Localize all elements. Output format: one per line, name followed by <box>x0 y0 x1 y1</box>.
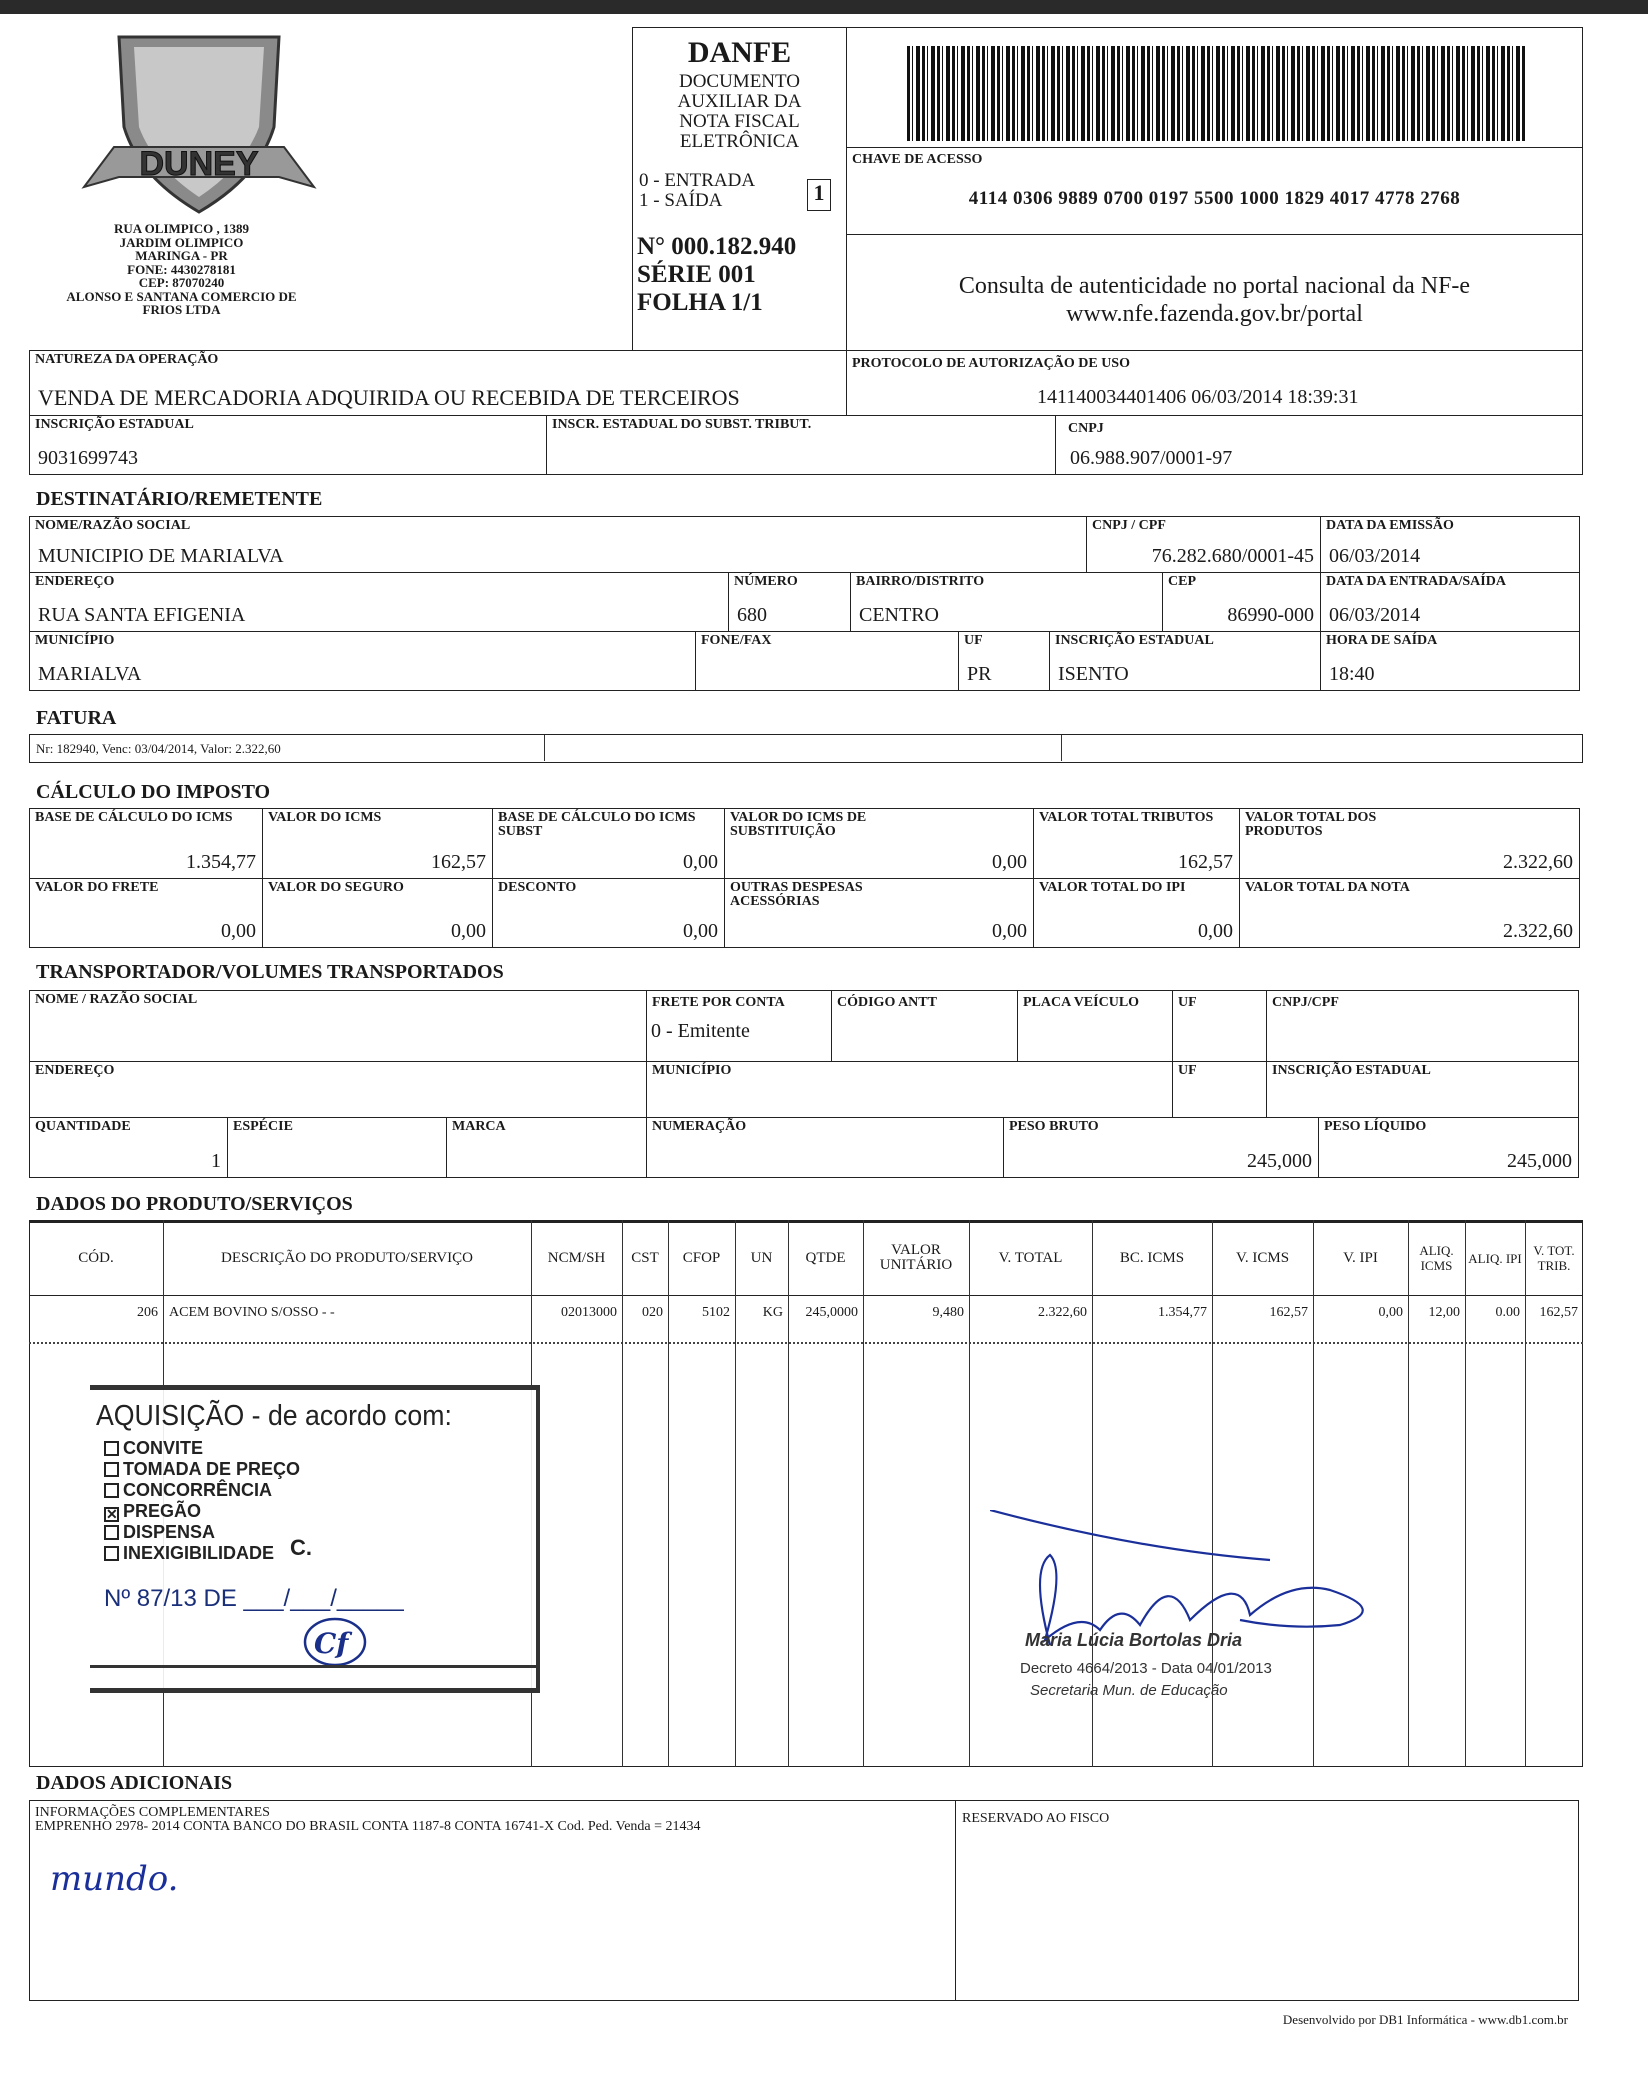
option-label: INEXIGIBILIDADE <box>123 1543 275 1563</box>
column-header: V. IPI <box>1343 1249 1378 1266</box>
transporte-title: TRANSPORTADOR/VOLUMES TRANSPORTADOS <box>36 961 504 983</box>
imposto-cell <box>262 878 493 948</box>
divider <box>544 735 545 761</box>
stamp-options <box>104 1438 300 1564</box>
label: UF <box>964 633 983 648</box>
subtitle-line: AUXILIAR DA <box>677 91 802 112</box>
label: PLACA VEÍCULO <box>1023 995 1140 1010</box>
column-header: QTDE <box>805 1249 846 1266</box>
value: RUA SANTA EFIGENIA <box>38 604 246 626</box>
label: DATA DA EMISSÃO <box>1326 518 1454 533</box>
column-divider <box>1525 1220 1526 1767</box>
svg-text:Cf: Cf <box>314 1627 349 1660</box>
table-cell: 5102 <box>702 1305 730 1320</box>
address-line: ALONSO E SANTANA COMERCIO DE <box>66 288 297 304</box>
label: NÚMERO <box>734 574 798 589</box>
ie-st-box <box>546 415 1056 475</box>
signature-scribble <box>990 1510 1410 1650</box>
column-divider <box>863 1220 864 1767</box>
imposto-cell <box>492 878 725 948</box>
transp-marca <box>446 1117 647 1178</box>
dest-uf <box>958 631 1050 691</box>
stamp-option <box>104 1459 300 1480</box>
dest-cep <box>1162 572 1321 632</box>
label: OUTRAS DESPESAS ACESSÓRIAS <box>730 880 863 909</box>
fatura-title: FATURA <box>36 707 117 729</box>
option-label: CONVITE <box>123 1438 204 1458</box>
signer-name: Maria Lúcia Bortolas Dria <box>1025 1630 1243 1650</box>
column-header: CÓD. <box>78 1249 114 1266</box>
dest-nome <box>29 516 1087 573</box>
label: ENDEREÇO <box>35 574 115 589</box>
label: VALOR DO ICMS <box>268 810 382 825</box>
info-value: EMPRENHO 2978- 2014 CONTA BANCO DO BRASIL CONTA 1187-8 CONTA 16741-X Cod. Ped. Venda = 21434 <box>35 1819 701 1834</box>
stamp-initials <box>300 1615 370 1670</box>
produtos-header-line <box>29 1295 1583 1296</box>
fisco-label: RESERVADO AO FISCO <box>962 1811 1110 1826</box>
dest-bairro <box>850 572 1163 632</box>
stamp-option <box>104 1438 300 1459</box>
address-line: RUA OLIMPICO , 1389 <box>113 221 250 236</box>
value: 06/03/2014 <box>1329 604 1421 626</box>
label: UF <box>1178 995 1197 1010</box>
emitente-address <box>29 222 334 317</box>
fatura-value: Nr: 182940, Venc: 03/04/2014, Valor: 2.322,60 <box>36 741 281 756</box>
column-header: V. TOT. TRIB. <box>1533 1243 1575 1273</box>
footer-credit: Desenvolvido por DB1 Informática - www.db1.com.br <box>1282 2012 1568 2027</box>
table-cell: 020 <box>642 1305 663 1320</box>
tipo-labels <box>639 171 755 211</box>
protocolo-box <box>846 350 1583 416</box>
stamp-title: AQUISIÇÃO - de acordo com: <box>96 1400 452 1432</box>
value: 162,57 <box>1178 851 1233 873</box>
value: 245,000 <box>1247 1150 1312 1172</box>
stamp-option <box>104 1501 300 1522</box>
label: MUNICÍPIO <box>35 633 115 648</box>
stamp-numero: Nº 87/13 DE ___/___/_____ <box>104 1585 404 1612</box>
option-label: CONCORRÊNCIA <box>123 1480 273 1500</box>
value: 0,00 <box>683 851 718 873</box>
value: 0,00 <box>683 920 718 942</box>
imposto-cell <box>724 808 1034 879</box>
ie-label: INSCRIÇÃO ESTADUAL <box>35 417 194 432</box>
subtitle-line: DOCUMENTO <box>678 71 801 92</box>
table-cell: KG <box>762 1305 783 1320</box>
label: NOME/RAZÃO SOCIAL <box>35 518 191 533</box>
chave-label-row <box>847 147 1582 173</box>
address-line: MARINGA - PR <box>135 248 228 263</box>
column-header: ALIQ. ICMS <box>1419 1243 1454 1273</box>
table-cell: ACEM BOVINO S/OSSO - - <box>169 1305 335 1320</box>
label: BASE DE CÁLCULO DO ICMS <box>35 810 233 825</box>
option-label: TOMADA DE PREÇO <box>123 1459 301 1479</box>
table-cell: 162,57 <box>1539 1305 1578 1320</box>
value: MUNICIPIO DE MARIALVA <box>38 545 284 567</box>
handwritten-note: mundo. <box>50 1859 179 1899</box>
transp-nome <box>29 990 647 1062</box>
value: 0,00 <box>1198 920 1233 942</box>
cnpj-box <box>1055 415 1583 475</box>
imposto-cell <box>492 808 725 879</box>
subtitle-line: ELETRÔNICA <box>679 131 800 152</box>
value: PR <box>967 663 992 685</box>
column-header: DESCRIÇÃO DO PRODUTO/SERVIÇO <box>221 1249 473 1266</box>
table-cell: 0.00 <box>1495 1305 1520 1320</box>
label: CEP <box>1168 574 1196 589</box>
stamp-option <box>104 1522 300 1543</box>
label: VALOR DO ICMS DE SUBSTITUIÇÃO <box>730 810 867 839</box>
dest-endereco <box>29 572 729 632</box>
dest-ie <box>1049 631 1321 691</box>
imposto-cell <box>1033 878 1240 948</box>
nota-numero: N° 000.182.940 <box>637 233 797 260</box>
label: PESO LÍQUIDO <box>1324 1119 1427 1134</box>
label: VALOR TOTAL DO IPI <box>1039 880 1186 895</box>
value: 76.282.680/0001-45 <box>1151 545 1314 567</box>
value: 0,00 <box>992 920 1027 942</box>
entrada-label: 0 - ENTRADA <box>639 170 756 191</box>
transp-frete <box>646 990 832 1062</box>
info-complementares <box>29 1800 956 2001</box>
checkbox-icon <box>104 1525 119 1540</box>
info-label: INFORMAÇÕES COMPLEMENTARES <box>35 1805 270 1820</box>
checkbox-icon <box>104 1546 119 1561</box>
chave-label: CHAVE DE ACESSO <box>852 152 983 167</box>
transp-peso-bruto <box>1003 1117 1319 1178</box>
label: VALOR DO SEGURO <box>268 880 404 895</box>
nota-folha: FOLHA 1/1 <box>637 289 763 316</box>
portal-link[interactable]: www.nfe.fazenda.gov.br/portal <box>1066 301 1363 327</box>
transp-ie <box>1266 1061 1579 1118</box>
column-header: V. TOTAL <box>998 1249 1063 1266</box>
transp-especie <box>227 1117 447 1178</box>
dest-entrada <box>1320 572 1580 632</box>
signer-decree: Decreto 4664/2013 - Data 04/01/2013 <box>1020 1660 1272 1677</box>
checkbox-icon <box>104 1441 119 1456</box>
label: MUNICÍPIO <box>652 1063 732 1078</box>
aquisicao-stamp <box>90 1385 540 1693</box>
transp-numeracao <box>646 1117 1004 1178</box>
table-cell: 02013000 <box>561 1305 617 1320</box>
signer-role: Secretaria Mun. de Educação <box>1030 1682 1228 1699</box>
transp-placa <box>1017 990 1173 1062</box>
chave-value: 4114 0306 9889 0700 0197 5500 1000 1829 4017 4778 2768 <box>968 188 1461 209</box>
scan-edge <box>0 0 1648 14</box>
address-line: FRIOS LTDA <box>142 302 221 317</box>
label: BAIRRO/DISTRITO <box>856 574 985 589</box>
table-cell: 0,00 <box>1378 1305 1403 1320</box>
option-label: PREGÃO <box>123 1501 202 1521</box>
value: 06/03/2014 <box>1329 545 1421 567</box>
imposto-cell <box>1239 808 1580 879</box>
natureza-box <box>29 350 847 416</box>
imposto-cell <box>29 878 263 948</box>
transp-quantidade <box>29 1117 228 1178</box>
emitente-box <box>29 27 633 351</box>
subtitle-line: NOTA FISCAL <box>679 111 800 132</box>
label: VALOR DO FRETE <box>35 880 159 895</box>
table-cell: 1.354,77 <box>1158 1305 1207 1320</box>
table-cell: 245,0000 <box>805 1305 858 1320</box>
transp-uf2 <box>1172 1061 1267 1118</box>
column-header: CFOP <box>682 1249 721 1266</box>
column-divider <box>668 1220 669 1767</box>
ie-st-label: INSCR. ESTADUAL DO SUBST. TRIBUT. <box>552 417 812 432</box>
table-cell: 12,00 <box>1428 1305 1460 1320</box>
value: CENTRO <box>859 604 939 626</box>
label: BASE DE CÁLCULO DO ICMS SUBST <box>498 810 696 839</box>
label: INSCRIÇÃO ESTADUAL <box>1272 1063 1431 1078</box>
label: FRETE POR CONTA <box>652 995 785 1010</box>
label: CNPJ/CPF <box>1272 995 1339 1010</box>
transp-peso-liquido <box>1318 1117 1579 1178</box>
value: 0,00 <box>992 851 1027 873</box>
ie-value: 9031699743 <box>38 447 138 469</box>
value: 162,57 <box>431 851 486 873</box>
imposto-title: CÁLCULO DO IMPOSTO <box>36 781 271 803</box>
imposto-cell <box>1239 878 1580 948</box>
label: QUANTIDADE <box>35 1119 131 1134</box>
column-divider <box>622 1220 623 1767</box>
label: UF <box>1178 1063 1197 1078</box>
imposto-cell <box>1033 808 1240 879</box>
chave-box <box>846 27 1583 235</box>
adicionais-title: DADOS ADICIONAIS <box>36 1772 233 1794</box>
fatura-box <box>29 734 1583 763</box>
column-header: UN <box>750 1249 773 1266</box>
svg-text:DUNEY: DUNEY <box>139 145 259 183</box>
label: FONE/FAX <box>701 633 772 648</box>
stamp-option <box>104 1543 300 1564</box>
column-divider <box>735 1220 736 1767</box>
imposto-cell <box>29 808 263 879</box>
consulta-text: Consulta de autenticidade no portal nacional da NF-e <box>958 273 1471 299</box>
label: CÓDIGO ANTT <box>837 995 937 1010</box>
danfe-title: DANFE <box>687 36 792 69</box>
checkbox-icon <box>104 1462 119 1477</box>
value: 0,00 <box>451 920 486 942</box>
option-label: DISPENSA <box>123 1522 216 1542</box>
column-header: V. ICMS <box>1235 1249 1290 1266</box>
checked-box-icon: ✕ <box>106 1506 118 1522</box>
stamp-option <box>104 1480 300 1501</box>
protocolo-label: PROTOCOLO DE AUTORIZAÇÃO DE USO <box>852 356 1130 371</box>
saida-label: 1 - SAÍDA <box>639 190 723 211</box>
value: 2.322,60 <box>1503 920 1573 942</box>
label: DATA DA ENTRADA/SAÍDA <box>1326 574 1506 589</box>
checkbox-icon <box>104 1483 119 1498</box>
column-header: BC. ICMS <box>1119 1249 1185 1266</box>
column-header: NCM/SH <box>547 1249 606 1266</box>
address-line: JARDIM OLIMPICO <box>119 234 244 250</box>
value: 86990-000 <box>1227 604 1314 626</box>
label: PESO BRUTO <box>1009 1119 1099 1134</box>
reservado-fisco <box>955 1800 1579 2001</box>
dest-emissao <box>1320 516 1580 573</box>
value: 1 <box>211 1150 221 1172</box>
divider <box>1061 735 1062 761</box>
label: NUMERAÇÃO <box>652 1119 747 1134</box>
table-cell: 206 <box>137 1305 158 1320</box>
natureza-label: NATUREZA DA OPERAÇÃO <box>35 352 219 367</box>
label: VALOR TOTAL TRIBUTOS <box>1039 810 1214 825</box>
value: 680 <box>737 604 767 626</box>
signature-block <box>990 1510 1410 1720</box>
label: MARCA <box>452 1119 506 1134</box>
column-divider <box>788 1220 789 1767</box>
destinatario-title: DESTINATÁRIO/REMETENTE <box>36 488 323 510</box>
column-header: CST <box>631 1249 659 1266</box>
stamp-letter: C. <box>290 1535 312 1560</box>
protocolo-value: 141140034401406 06/03/2014 18:39:31 <box>1037 386 1359 408</box>
address-line: FONE: 4430278181 <box>127 261 236 277</box>
label: VALOR TOTAL DOS PRODUTOS <box>1245 810 1377 839</box>
produtos-dotted-line <box>29 1342 1583 1344</box>
table-cell: 9,480 <box>932 1305 964 1320</box>
value: 0 - Emitente <box>651 1020 750 1042</box>
duney-logo <box>79 27 319 217</box>
natureza-value: VENDA DE MERCADORIA ADQUIRIDA OU RECEBIDA DE TERCEIROS <box>38 385 740 410</box>
label: VALOR TOTAL DA NOTA <box>1245 880 1410 895</box>
transp-antt <box>831 990 1018 1062</box>
label: NOME / RAZÃO SOCIAL <box>35 992 198 1007</box>
column-divider <box>969 1220 970 1767</box>
ie-box <box>29 415 547 475</box>
nota-serie: SÉRIE 001 <box>637 261 756 288</box>
column-header: ALIQ. IPI <box>1468 1250 1522 1266</box>
label: INSCRIÇÃO ESTADUAL <box>1055 633 1214 648</box>
value: 245,000 <box>1507 1150 1572 1172</box>
column-header: VALOR UNITÁRIO <box>879 1242 953 1273</box>
value: 2.322,60 <box>1503 851 1573 873</box>
label: ENDEREÇO <box>35 1063 115 1078</box>
imposto-cell <box>724 878 1034 948</box>
danfe-box <box>632 27 847 351</box>
column-divider <box>1465 1220 1466 1767</box>
dest-cnpj <box>1086 516 1321 573</box>
consulta-box <box>846 234 1583 351</box>
tipo-value: 1 <box>807 179 831 211</box>
transp-cnpj <box>1266 990 1579 1062</box>
transp-uf <box>1172 990 1267 1062</box>
value: MARIALVA <box>38 663 142 685</box>
dest-hora <box>1320 631 1580 691</box>
cnpj-value: 06.988.907/0001-97 <box>1070 447 1233 469</box>
value: ISENTO <box>1058 663 1129 685</box>
label: HORA DE SAÍDA <box>1326 633 1438 648</box>
danfe-subtitle <box>633 72 846 152</box>
imposto-cell <box>262 808 493 879</box>
label: DESCONTO <box>498 880 577 895</box>
barcode <box>907 46 1527 141</box>
danfe-numero-block <box>637 233 796 317</box>
label: CNPJ / CPF <box>1092 518 1166 533</box>
value: 0,00 <box>221 920 256 942</box>
transp-endereco <box>29 1061 647 1118</box>
dest-fone <box>695 631 959 691</box>
stamp-line <box>90 1665 536 1668</box>
value: 18:40 <box>1329 663 1375 685</box>
dest-numero <box>728 572 851 632</box>
cnpj-label: CNPJ <box>1068 421 1104 436</box>
address-line: CEP: 87070240 <box>138 275 225 290</box>
dest-municipio <box>29 631 696 691</box>
table-cell: 162,57 <box>1269 1305 1308 1320</box>
label: ESPÉCIE <box>233 1119 293 1134</box>
value: 1.354,77 <box>186 851 256 873</box>
transp-municipio <box>646 1061 1173 1118</box>
table-cell: 2.322,60 <box>1038 1305 1087 1320</box>
produtos-title: DADOS DO PRODUTO/SERVIÇOS <box>36 1193 353 1215</box>
